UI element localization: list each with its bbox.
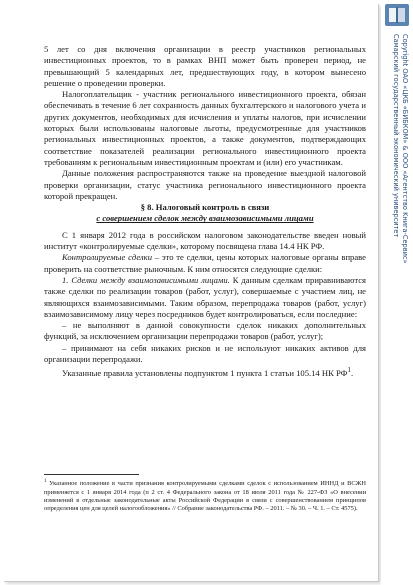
- watermark-line: Самарский государственный экономический университет: [392, 34, 400, 238]
- paragraph: [44, 365, 366, 379]
- paragraph: [44, 252, 366, 275]
- term-emphasis: Контролируемые сделки: [62, 252, 152, 263]
- paragraph-text: – это те сделки, цены которых налоговые органы вправе проверить на соответствие рыночным. К ним относятся следующие сделки:: [44, 252, 366, 274]
- paragraph-text: .: [350, 368, 354, 379]
- section-title: § 8. Налоговый контроль в связи: [140, 202, 270, 213]
- section-subtitle: с совершением сделок между взаимозависимыми лицами: [96, 213, 314, 224]
- footnote-text: Указанное положение в части признания контролируемыми сделками сделок с использованием ИННД и ВСЖН применяется с 1 января 2014 года (п 2 ст. 4 Федерального закона от 18 июля 2011 года № 227-ФЗ «О внесении изменений в отдельные законодательные акты Российской Федерации в связи с совершенствованием принципов определения цен для целей налогообложения» // Собрание законодательства РФ. – 2011. – № 30. – Ч. 1. – Ст. 4575).: [44, 480, 366, 513]
- footnote: [44, 478, 366, 514]
- watermark-text: [387, 34, 409, 574]
- paragraph: С 1 января 2012 года в российском налоговом законодательстве введен новый институт «контролируемые сделки», которому посвящена глава 14.4 НК РФ.: [44, 229, 366, 252]
- page-content: [44, 44, 366, 379]
- watermark-line: Copyright ОАО «ЦКБ «БИБКОМ» & ООО «Aгентство Kнига-Cервис»: [401, 34, 409, 264]
- watermark-sidebar: [381, 0, 413, 585]
- paragraph: 5 лет со дня включения организации в реестр участников региональных инвестиционных проектов, то в рамках ВНП может быть проверен период, не превышающий 5 календарных лет, предшествующих году, в котором вынесено решение о проведении проверки.: [44, 44, 366, 88]
- footnote-ref[interactable]: 1: [347, 366, 351, 375]
- footnote-divider: [44, 474, 139, 475]
- paragraph: – принимают на себя никаких рисков и не используют никаких активов для организации перепродажи.: [44, 342, 366, 365]
- paragraph: Налогоплательщик - участник регионального инвестиционного проекта, обязан обеспечивать в течение 6 лет сохранность данных бухгалтерского и налогового учета и других документов, необходимых для исчисления и уплаты налогов, при исчислении которых были использованы налоговые льготы, предусмотренные для участников региональных инвестиционных проектов, а также документов, подтверждающих соответствие показателей реализации регионального инвестиционного проекта требованиям к региональным инвестиционным проектам и (или) его участникам.: [44, 89, 366, 167]
- paragraph-text: Указанные правила установлены подпунктом 1 пункта 1 статьи 105.14 НК РФ: [62, 368, 348, 379]
- paragraph: – не выполняют в данной совокупности сделок никаких дополнительных функций, за исключением организации перепродажи товаров (работ, услуг);: [44, 320, 366, 342]
- footnote-marker: 1: [44, 479, 47, 484]
- term-emphasis: 1. Сделки между взаимозависимыми лицами.: [62, 274, 230, 285]
- library-logo-icon: [385, 4, 409, 26]
- paragraph: Данные положения распространяются также на проведение выездной налоговой проверки организации, статус участника регионального инвестиционного проекта которой прекращен.: [44, 168, 366, 201]
- paragraph: [44, 275, 366, 320]
- paragraph-text: К данным сделкам приравниваются также сделки по реализации товаров (работ, услуг), совершаемые с участием лиц, не являющихся взаимозависимыми. Таким образом, перепродажа товаров (работ, услуг) взаимозависимому лицу через посредников будет контролироваться, если последние:: [44, 274, 366, 319]
